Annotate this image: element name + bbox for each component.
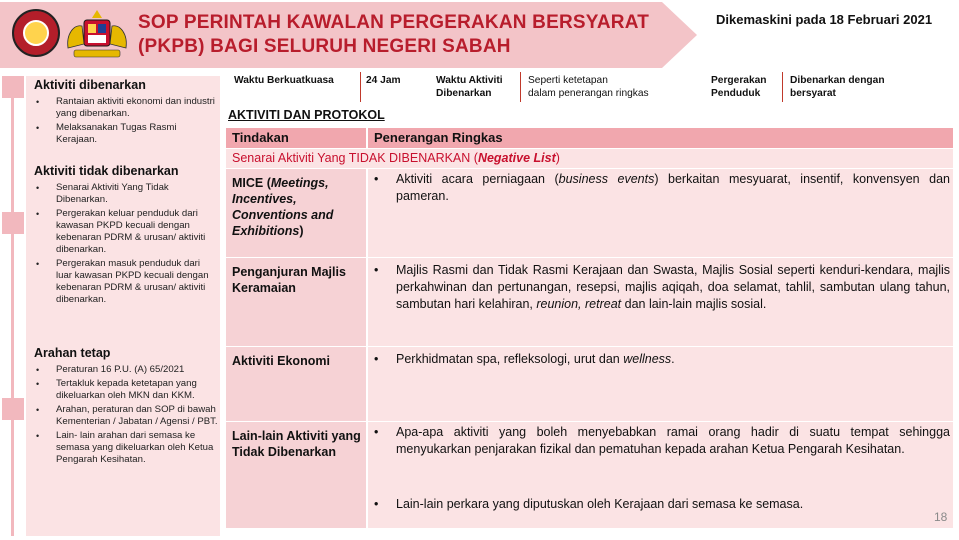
list-item: • Rantaian aktiviti ekonomi dan industri yang dibenarkan. (34, 96, 218, 120)
info-pergerakan-value: Dibenarkan dengan bersyarat (790, 75, 885, 99)
table-row (226, 169, 953, 257)
page-number: 18 (934, 510, 948, 524)
malaysia-coat-of-arms-icon (64, 8, 130, 60)
negative-list-label: Senarai Aktiviti Yang TIDAK DIBENARKAN (Negative List) (232, 151, 560, 165)
list-item: • Peraturan 16 P.U. (A) 65/2021 (34, 364, 218, 376)
info-pergerakan-label: Pergerakan Penduduk (711, 75, 767, 99)
table-row (226, 422, 953, 528)
row-description: • Lain-lain perkara yang diputuskan oleh Kerajaan dari semasa ke semasa. (374, 497, 804, 511)
row-title: Aktiviti Ekonomi (232, 354, 330, 368)
left-decor-strip (2, 76, 24, 536)
info-aktiviti-value: Seperti ketetapan dalam penerangan ringkas (528, 75, 649, 99)
column-header-description: Penerangan Ringkas (374, 130, 503, 145)
info-divider (360, 72, 361, 102)
row-title: Lain-lain Aktiviti yang Tidak Dibenarkan (232, 429, 361, 459)
section-heading-allowed: Aktiviti dibenarkan (34, 78, 146, 92)
list-item: • Arahan, peraturan dan SOP di bawah Kementerian / Jabatan / Agensi / PBT. (34, 404, 218, 428)
row-description: • Perkhidmatan spa, refleksologi, urut dan wellness. (374, 352, 675, 366)
list-item: • Senarai Aktiviti Yang Tidak Dibenarkan. (34, 182, 218, 206)
allowed-list (34, 96, 218, 148)
table-row (226, 258, 953, 346)
info-aktiviti-label: Waktu Aktiviti Dibenarkan (436, 75, 503, 99)
title-line-1: SOP PERINTAH KAWALAN PERGERAKAN BERSYARAT (138, 12, 650, 33)
negative-list-row (226, 149, 953, 168)
info-divider (782, 72, 783, 102)
column-header-action: Tindakan (232, 130, 289, 145)
info-waktu-value: 24 Jam (366, 75, 401, 86)
list-item: • Pergerakan keluar penduduk dari kawasan PKPD kecuali dengan kebenaran PDRM & urusan/ aktiviti dibenarkan. (34, 208, 218, 256)
not-allowed-list (34, 182, 218, 308)
list-item: • Tertakluk kepada ketetapan yang dikeluarkan oleh MKN dan KKM. (34, 378, 218, 402)
row-description: • Majlis Rasmi dan Tidak Rasmi Kerajaan dan Swasta, Majlis Sosial seperti kenduri-kendara, majlis perkahwinan dan pertunangan, resepsi, majlis aqiqah, doa selamat, tahlil, sambutan ulang tahun, sambutan hari kelahiran, reunion, retreat dan lain-lain majlis sosial. (374, 263, 950, 311)
table-row (226, 347, 953, 421)
list-item: • Lain- lain arahan dari semasa ke semasa yang dikeluarkan oleh Ketua Pengarah Kesihatan. (34, 430, 218, 466)
list-item: • Pergerakan masuk penduduk dari luar kawasan PKPD kecuali dengan kebenaran PDRM & urusan/ aktiviti dibenarkan. (34, 258, 218, 306)
standing-orders-list (34, 364, 218, 468)
row-description: • Aktiviti acara perniagaan (business events) berkaitan mesyuarat, insentif, konvensyen dan pameran. (374, 172, 950, 203)
title-line-2: (PKPB) BAGI SELURUH NEGERI SABAH (138, 36, 511, 57)
page-title (138, 11, 698, 59)
section-title: AKTIVITI DAN PROTOKOL (228, 108, 385, 122)
left-panel (26, 76, 220, 536)
row-title: Penganjuran Majlis Keramaian (232, 265, 346, 295)
section-heading-not-allowed: Aktiviti tidak dibenarkan (34, 164, 179, 178)
info-divider (520, 72, 521, 102)
section-heading-standing-orders: Arahan tetap (34, 346, 111, 360)
police-crest-icon (12, 9, 60, 57)
row-description: • Apa-apa aktiviti yang boleh menyebabkan ramai orang hadir di suatu tempat sehingga menyukarkan penjarakan fizikal dan pematuhan kepada arahan Ketua Pengarah Kesihatan. (374, 425, 950, 456)
list-item: • Melaksanakan Tugas Rasmi Kerajaan. (34, 122, 218, 146)
info-waktu-label: Waktu Berkuatkuasa (234, 75, 334, 86)
updated-date: Dikemaskini pada 18 Februari 2021 (716, 12, 933, 27)
row-title: MICE (Meetings, Incentives, Conventions and Exhibitions) (232, 176, 334, 238)
table-header-row (226, 128, 953, 148)
